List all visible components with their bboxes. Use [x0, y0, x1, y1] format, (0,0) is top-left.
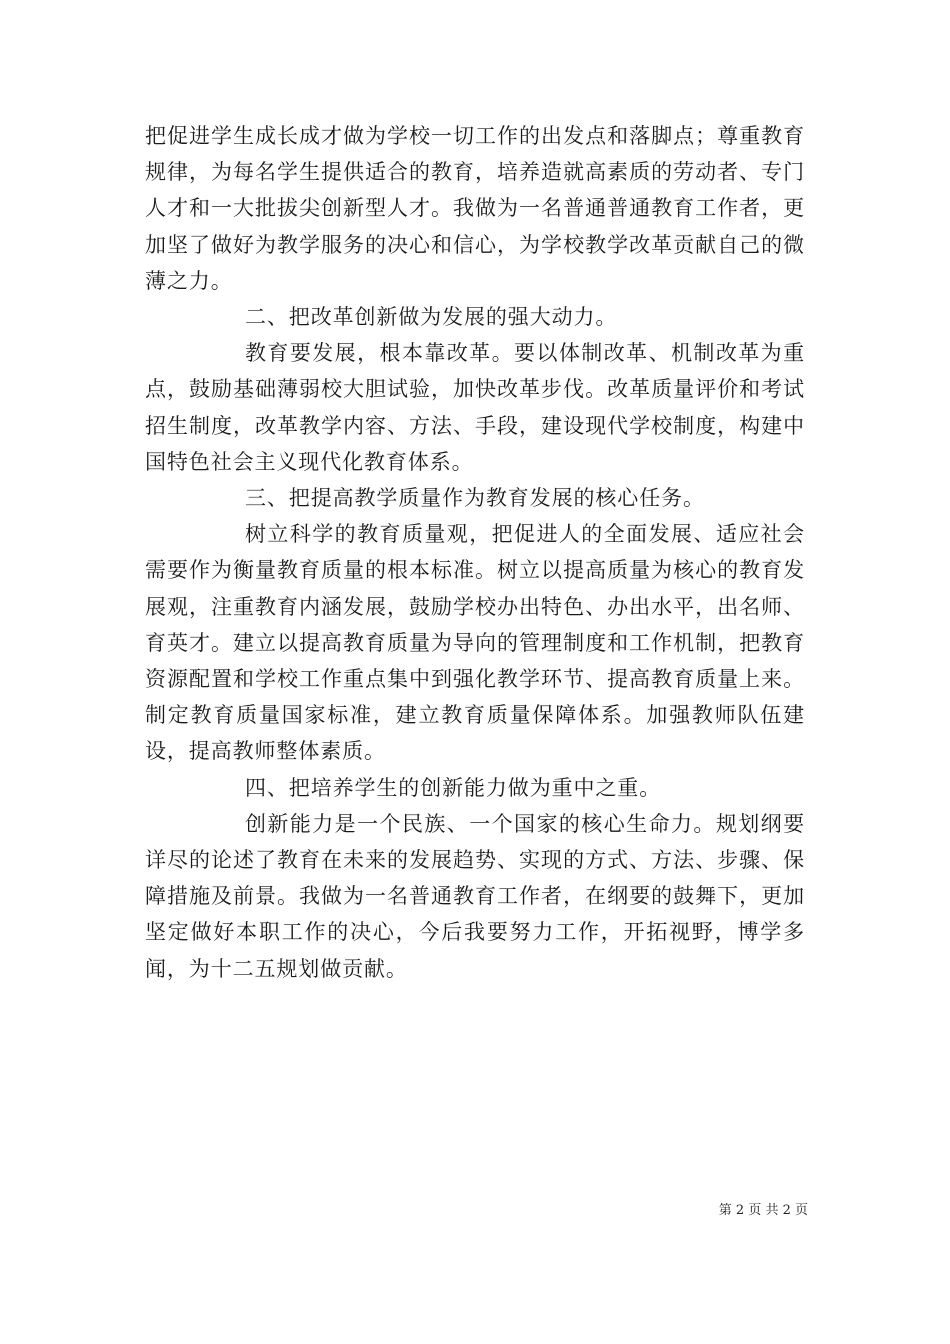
paragraph-reform: 教育要发展，根本靠改革。要以体制改革、机制改革为重点，鼓励基础薄弱校大胆试验，加快改革步伐。改革质量评价和考试招生制度，改革教学内容、方法、手段，建设现代学校制度，构建中国特色社会主义现代化教育体系。	[145, 341, 805, 474]
section-heading-three: 三、把提高教学质量作为教育发展的核心任务。	[245, 486, 705, 511]
paragraph-quality: 树立科学的教育质量观，把促进人的全面发展、适应社会需要作为衡量教育质量的根本标准。树立以提高质量为核心的教育发展观，注重教育内涵发展，鼓励学校办出特色、办出水平，出名师、育英才。建立以提高教育质量为导向的管理制度和工作机制，把教育资源配置和学校工作重点集中到强化教学环节、提高教育质量上来。制定教育质量国家标准，建立教育质量保障体系。加强教师队伍建设，提高教师整体素质。	[145, 522, 805, 764]
page-number-footer: 第 2 页 共 2 页	[718, 1203, 808, 1218]
paragraph-innovation: 创新能力是一个民族、一个国家的核心生命力。规划纲要详尽的论述了教育在未来的发展趋势、实现的方式、方法、步骤、保障措施及前景。我做为一名普通教育工作者，在纲要的鼓舞下，更加坚定做好本职工作的决心，今后我要努力工作，开拓视野，博学多闻，为十二五规划做贡献。	[145, 811, 805, 981]
section-heading-two: 二、把改革创新做为发展的强大动力。	[245, 305, 618, 330]
paragraph-continuation: 把促进学生成长成才做为学校一切工作的出发点和落脚点；尊重教育规律，为每名学生提供适合的教育，培养造就高素质的劳动者、专门人才和一大批拔尖创新型人才。我做为一名普通普通教育工作者，更加坚了做好为教学服务的决心和信心，为学校教学改革贡献自己的微薄之力。	[145, 124, 805, 293]
document-body	[145, 118, 805, 987]
section-heading-four: 四、把培养学生的创新能力做为重中之重。	[245, 775, 662, 800]
